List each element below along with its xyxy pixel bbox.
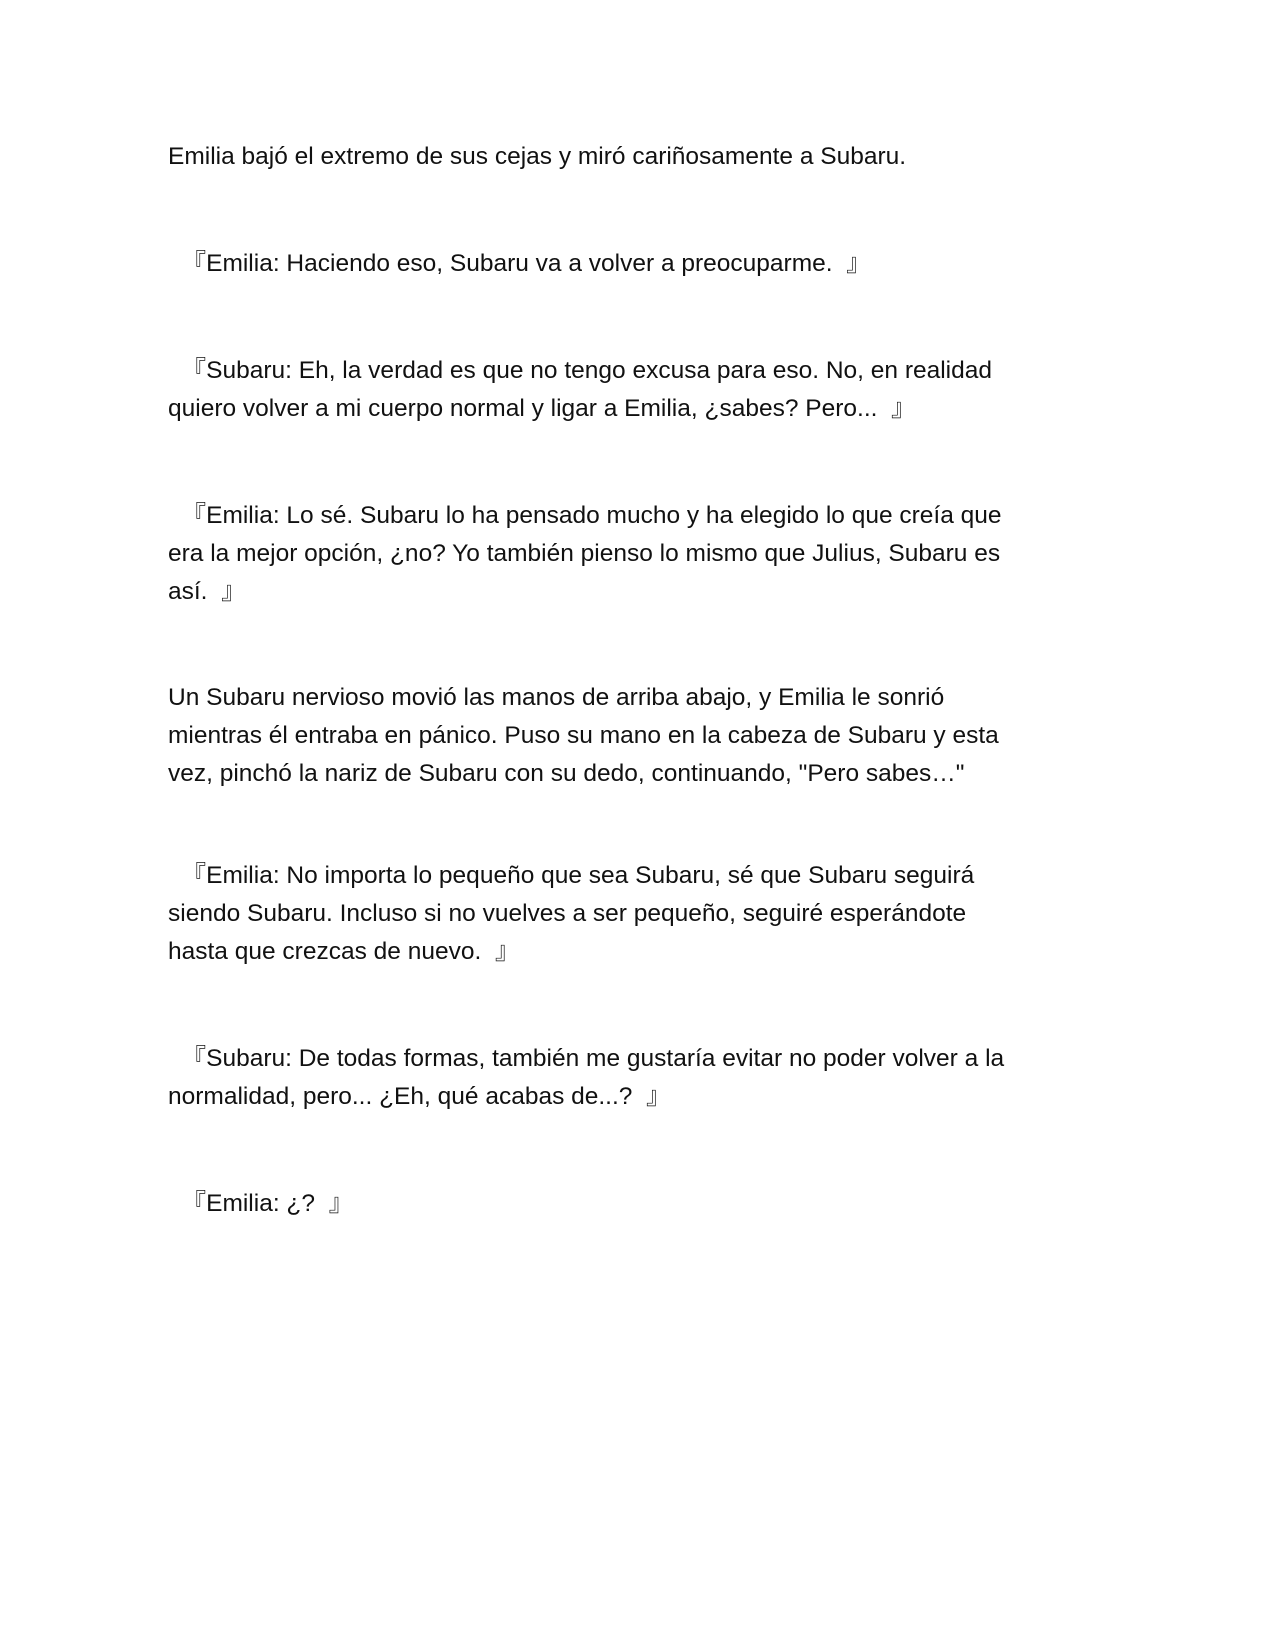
narration-paragraph — [168, 138, 1048, 176]
dialogue-paragraph — [168, 245, 1048, 283]
text-line: hasta que crezcas de nuevo. 』 — [168, 938, 520, 965]
text-line: 『Subaru: Eh, la verdad es que no tengo excusa para eso. No, en realidad — [168, 357, 993, 384]
text-line: quiero volver a mi cuerpo normal y ligar a Emilia, ¿sabes? Pero... 』 — [168, 395, 916, 422]
text-line: 『Emilia: ¿? 』 — [168, 1190, 354, 1217]
text-line: 『Emilia: No importa lo pequeño que sea Subaru, sé que Subaru seguirá — [168, 862, 975, 889]
text-line: así. 』 — [168, 578, 246, 605]
text-line: Emilia bajó el extremo de sus cejas y miró cariñosamente a Subaru. — [168, 143, 907, 170]
text-line: normalidad, pero... ¿Eh, qué acabas de...? 』 — [168, 1083, 671, 1110]
text-line: vez, pinchó la nariz de Subaru con su dedo, continuando, "Pero sabes…" — [168, 760, 965, 787]
text-line: 『Emilia: Lo sé. Subaru lo ha pensado mucho y ha elegido lo que creía que — [168, 502, 1002, 529]
text-line: 『Emilia: Haciendo eso, Subaru va a volver a preocuparme. 』 — [168, 250, 871, 277]
narration-paragraph — [168, 679, 1048, 793]
text-line: Un Subaru nervioso movió las manos de arriba abajo, y Emilia le sonrió — [168, 684, 945, 711]
dialogue-paragraph — [168, 497, 1048, 611]
dialogue-paragraph — [168, 352, 1048, 428]
text-line: mientras él entraba en pánico. Puso su mano en la cabeza de Subaru y esta — [168, 722, 999, 749]
text-line: siendo Subaru. Incluso si no vuelves a ser pequeño, seguiré esperándote — [168, 900, 967, 927]
dialogue-paragraph — [168, 857, 1048, 971]
text-line: era la mejor opción, ¿no? Yo también pienso lo mismo que Julius, Subaru es — [168, 540, 1001, 567]
dialogue-paragraph — [168, 1185, 1048, 1223]
text-line: 『Subaru: De todas formas, también me gustaría evitar no poder volver a la — [168, 1045, 1005, 1072]
dialogue-paragraph — [168, 1040, 1048, 1116]
